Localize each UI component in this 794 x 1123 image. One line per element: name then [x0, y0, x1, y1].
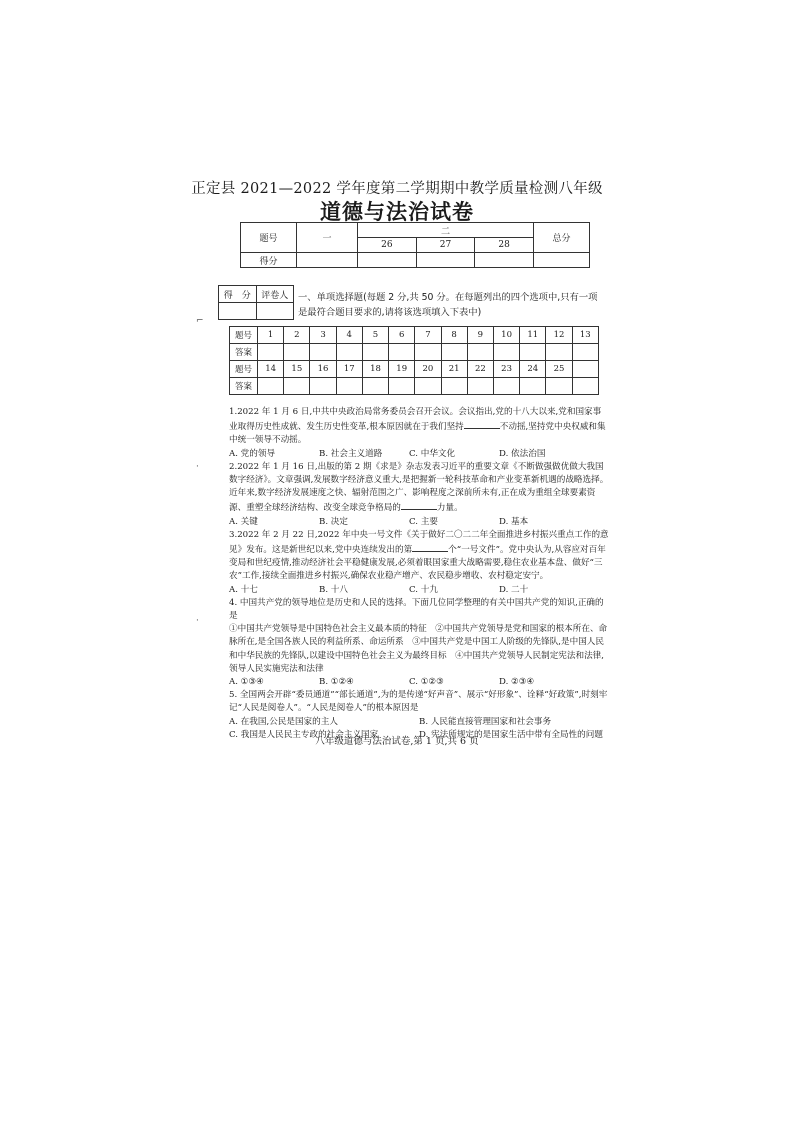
question-number: 24 [520, 361, 546, 378]
question-text: 力量。 [436, 503, 463, 514]
grader-score-cell[interactable] [219, 303, 257, 320]
options [229, 676, 609, 689]
question-text: 5. 全国两会开辟“委员通道”“部长通道”,为的是传递“好声音”、展示“好形象”、诠释“好政策”,时刻牢记“人民是阅卷人”。“人民是阅卷人”的根本原因是 [229, 690, 608, 714]
question-text: 2.2022 年 1 月 16 日,出版的第 2 期《求是》杂志发表习近平的重要文章《不断做强做优做大我国数字经济》。文章强调,发展数字经济意义重大,是把握新一轮科技革命和产业变革新机遇的战略选择。近年来,数字经济发展速度之快、辐射范围之广、影响程度之深前所未有,正在成为重组全球要素资源、重塑全球经济结构、改变全球竞争格局的 [229, 461, 609, 514]
question-number: 21 [441, 361, 467, 378]
question-number: 18 [362, 361, 388, 378]
answer-cell[interactable] [362, 344, 388, 361]
answer-cell[interactable] [284, 378, 310, 395]
score-table-header-part2: 二 [358, 223, 534, 238]
answer-table-number-row-2 [230, 361, 599, 378]
question-number: 9 [467, 327, 493, 344]
answer-cell[interactable] [389, 344, 415, 361]
question-number: 10 [493, 327, 519, 344]
score-table-q28: 28 [475, 238, 534, 253]
score-table-header-total: 总分 [534, 223, 590, 253]
question-text: 4. 中国共产党的领导地位是历史和人民的选择。下面几位同学整理的有关中国共产党的知识,正确的是 [229, 597, 604, 622]
score-cell[interactable] [297, 253, 358, 268]
binding-mark: ⌐ [196, 316, 204, 326]
answer-cell[interactable] [441, 344, 467, 361]
question-number: 16 [310, 361, 336, 378]
question-number [572, 361, 598, 378]
option-a: A. 十七 [229, 584, 258, 595]
answer-cell[interactable] [520, 344, 546, 361]
grader-name-cell[interactable] [256, 303, 294, 320]
option-a: A. 党的领导 [229, 448, 276, 459]
grader-defen-label: 得 分 [219, 286, 257, 303]
question-number: 23 [493, 361, 519, 378]
question-list [229, 406, 609, 742]
question-text: 3.2022 年 2 月 22 日,2022 年中央一号文件《关于做好二〇二二年全面推进乡村振兴重点工作的意见》发布。这是新世纪以来,党中央连续发出的第 [229, 529, 609, 556]
answer-cell[interactable] [467, 344, 493, 361]
answer-cell[interactable] [258, 344, 284, 361]
score-cell[interactable] [534, 253, 590, 268]
option-c: C. 中华文化 [409, 448, 456, 459]
answer-cell[interactable] [572, 344, 598, 361]
options [229, 584, 609, 597]
answer-cell[interactable] [415, 378, 441, 395]
answer-cell[interactable] [258, 378, 284, 395]
fill-blank [464, 419, 500, 429]
page-footer: 八年级道德与法治试卷,第 1 页,共 6 页 [315, 736, 479, 747]
grader-name-label: 评卷人 [256, 286, 294, 303]
answer-table-number-row-1 [230, 327, 599, 344]
option-d: D. 宪法所规定的是国家生活中带有全局性的问题 [419, 729, 603, 740]
answer-table-label: 答案 [230, 378, 258, 395]
option-a: A. 关键 [229, 516, 258, 527]
option-b: B. 人民能直接管理国家和社会事务 [419, 716, 552, 727]
question-3 [229, 529, 609, 597]
question-text: 个“一号文件”。党中央认为,从容应对百年变局和世纪疫情,推动经济社会平稳健康发展,必须着眼国家重大战略需要,稳住农业基本盘、做好“三农”工作,接续全面推进乡村振兴,确保农业稳产增产、农民稳步增收、农村稳定安宁。 [229, 545, 606, 582]
options [229, 716, 609, 729]
question-number: 7 [415, 327, 441, 344]
question-4 [229, 597, 609, 689]
answer-table-label: 题号 [230, 361, 258, 378]
question-number: 2 [284, 327, 310, 344]
question-statements: ①中国共产党领导是中国特色社会主义最本质的特征 ②中国共产党领导是党和国家的根本所在、命脉所在,是全国各族人民的利益所系、命运所系 ③中国共产党是中国工人阶级的先锋队,是中国人民和中华民族的先锋队,以建设中国特色社会主义为最终目标 ④中国共产党领导人民制定宪法和法律,领导人民实施宪法和法律 [229, 624, 608, 674]
score-cell[interactable] [358, 253, 417, 268]
score-cell[interactable] [416, 253, 475, 268]
option-b: B. 十八 [319, 584, 348, 595]
question-number: 4 [336, 327, 362, 344]
question-text: 不动摇,坚持党中央权威和集中统一领导不动摇。 [229, 422, 606, 446]
exam-subject-title: 道德与法治试卷 [320, 200, 474, 224]
question-number: 3 [310, 327, 336, 344]
answer-cell[interactable] [310, 378, 336, 395]
question-number: 12 [546, 327, 572, 344]
question-number: 14 [258, 361, 284, 378]
question-1 [229, 406, 609, 461]
answer-cell[interactable] [441, 378, 467, 395]
option-d: D. ②③④ [499, 677, 535, 688]
question-number: 17 [336, 361, 362, 378]
question-number: 13 [572, 327, 598, 344]
answer-cell[interactable] [572, 378, 598, 395]
answer-table-label: 题号 [230, 327, 258, 344]
option-b: B. 决定 [319, 516, 348, 527]
answer-cell[interactable] [520, 378, 546, 395]
score-table-q27: 27 [416, 238, 475, 253]
option-c: C. 主要 [409, 516, 438, 527]
answer-table-answer-row-2 [230, 378, 599, 395]
question-number: 22 [467, 361, 493, 378]
answer-cell[interactable] [546, 344, 572, 361]
answer-cell[interactable] [336, 344, 362, 361]
binding-mark: · [196, 462, 199, 472]
question-number: 19 [389, 361, 415, 378]
section-heading: 一、单项选择题(每题 2 分,共 50 分。在每题列出的四个选项中,只有一项是最符合题目要求的,请将该选项填入下表中) [298, 292, 598, 318]
score-table-defen-label: 得分 [241, 253, 297, 268]
answer-cell[interactable] [389, 378, 415, 395]
grader-table [218, 285, 294, 320]
exam-title: 正定县 2021—2022 学年度第二学期期中教学质量检测八年级 [191, 181, 603, 197]
question-number: 15 [284, 361, 310, 378]
answer-cell[interactable] [546, 378, 572, 395]
option-a: A. ①③④ [229, 677, 264, 688]
answer-table [229, 326, 599, 395]
options [229, 516, 609, 529]
option-b: B. ①②④ [319, 677, 354, 688]
question-number: 11 [520, 327, 546, 344]
options [229, 448, 609, 461]
score-table-header-tihao: 题号 [241, 223, 297, 253]
answer-table-label: 答案 [230, 344, 258, 361]
question-text: 1.2022 年 1 月 6 日,中共中央政治局常务委员会召开会议。会议指出,党的十八大以来,党和国家事业取得历史性成就、发生历史性变革,根本原因就在于我们坚持 [229, 407, 602, 433]
option-c: C. 十九 [409, 584, 438, 595]
fill-blank [412, 542, 448, 552]
score-table-header-part1: 一 [297, 223, 358, 253]
question-2 [229, 461, 609, 529]
question-number: 8 [441, 327, 467, 344]
answer-cell[interactable] [493, 344, 519, 361]
score-table [240, 222, 590, 268]
binding-mark: · [196, 616, 199, 626]
option-d: D. 二十 [499, 584, 529, 595]
question-number: 1 [258, 327, 284, 344]
option-c: C. ①②③ [409, 677, 444, 688]
answer-table-answer-row-1 [230, 344, 599, 361]
score-cell[interactable] [475, 253, 534, 268]
option-b: B. 社会主义道路 [319, 448, 383, 459]
answer-cell[interactable] [284, 344, 310, 361]
score-table-q26: 26 [358, 238, 417, 253]
question-number: 25 [546, 361, 572, 378]
option-a: A. 在我国,公民是国家的主人 [229, 716, 338, 727]
option-c: C. 我国是人民民主专政的社会主义国家 [229, 729, 379, 740]
answer-cell[interactable] [362, 378, 388, 395]
answer-cell[interactable] [415, 344, 441, 361]
fill-blank [401, 500, 437, 510]
option-d: D. 依法治国 [499, 448, 546, 459]
question-number: 20 [415, 361, 441, 378]
option-d: D. 基本 [499, 516, 529, 527]
answer-cell[interactable] [310, 344, 336, 361]
answer-cell[interactable] [467, 378, 493, 395]
question-number: 6 [389, 327, 415, 344]
answer-cell[interactable] [336, 378, 362, 395]
answer-cell[interactable] [493, 378, 519, 395]
question-number: 5 [362, 327, 388, 344]
